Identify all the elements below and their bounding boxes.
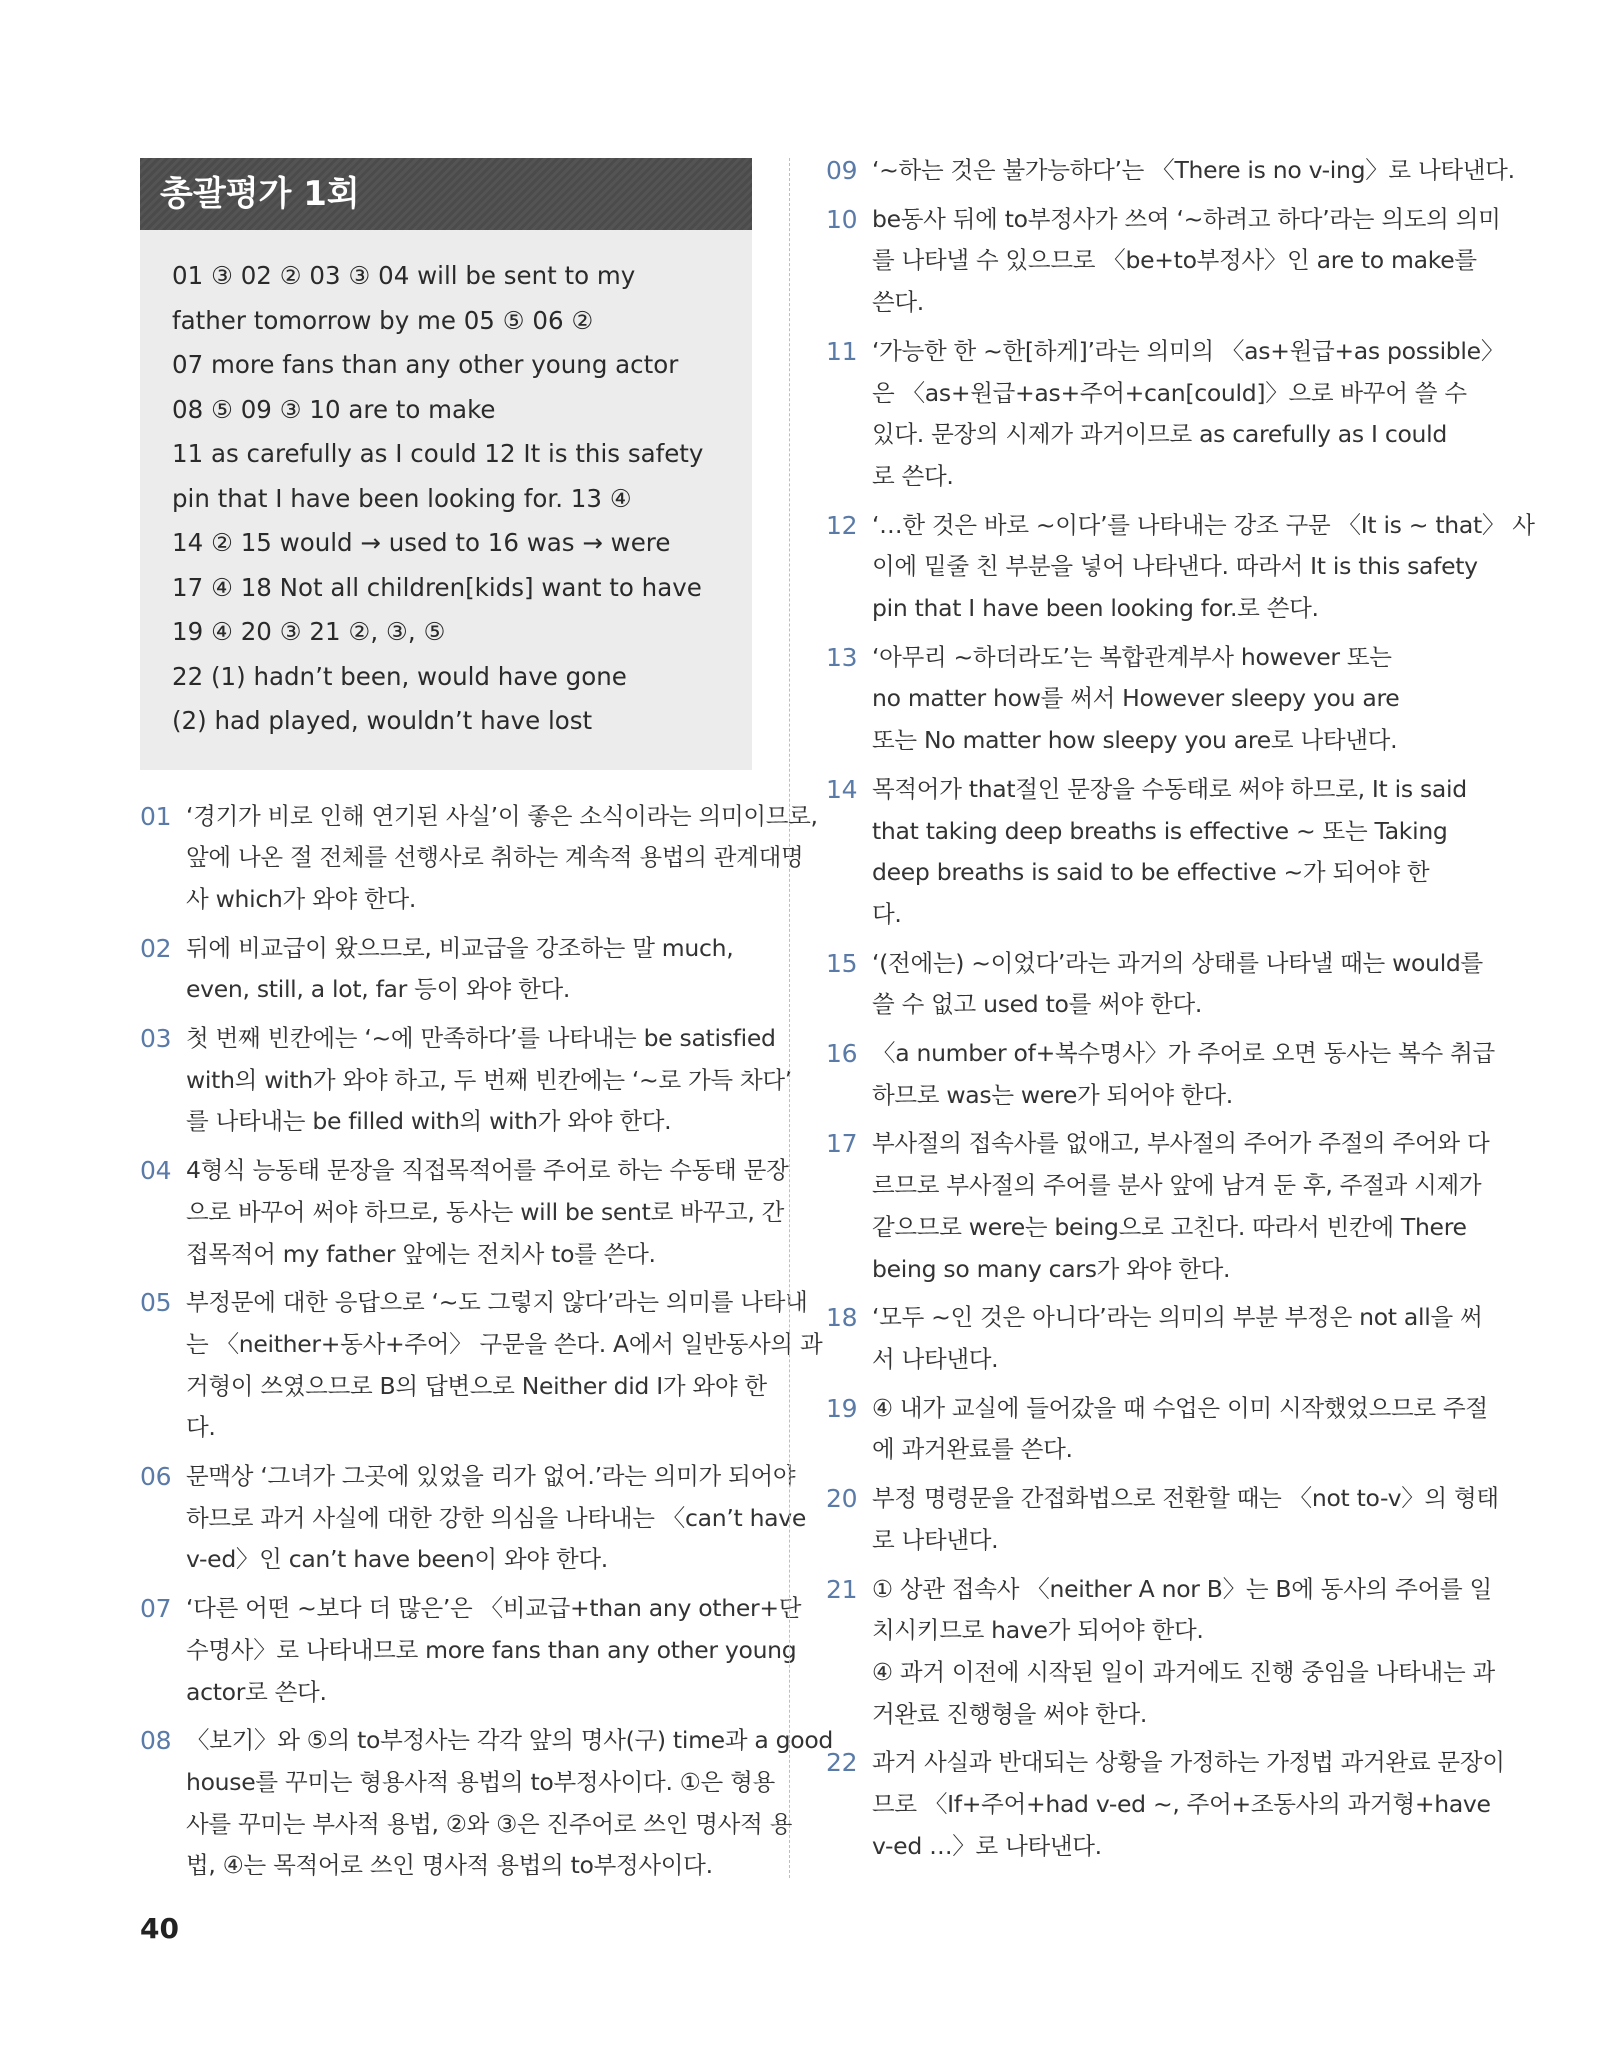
answer-line: 19 ④ 20 ③ 21 ②, ③, ⑤ [172,617,446,646]
explanation-number: 18 [826,1303,858,1333]
explanation-line: ‘(전에는) ~이었다’라는 과거의 상태를 나타낼 때는 would를 [872,948,1483,977]
explanations-left [140,796,834,1888]
explanation-item [826,1478,1499,1561]
section-title: 총괄평가 1회 [140,158,752,230]
explanation-line: 서 나타낸다. [872,1344,999,1373]
explanation-number: 17 [826,1129,858,1159]
explanation-line: house를 꾸미는 형용사적 용법의 to부정사이다. ①은 형용 [186,1767,775,1796]
explanation-line: ① 상관 접속사 〈neither A nor B〉는 B에 동사의 주어를 일 [872,1574,1492,1603]
explanation-line: v-ed …〉로 나타낸다. [872,1831,1102,1860]
explanation-line: 과거 사실과 반대되는 상황을 가정하는 가정법 과거완료 문장이 [872,1748,1505,1777]
explanation-number: 02 [140,933,172,963]
explanation-line: 부정 명령문을 간접화법으로 전환할 때는 〈not to-v〉의 형태 [872,1484,1499,1513]
explanation-number: 19 [826,1393,858,1423]
explanation-text [872,943,1483,1026]
explanation-line: 또는 No matter how sleepy you are로 나타낸다. [872,726,1398,755]
explanation-number: 04 [140,1156,172,1186]
explanation-line: 를 나타내는 be filled with의 with가 와야 한다. [186,1107,672,1136]
explanation-number: 12 [826,510,858,540]
explanation-line: 하므로 과거 사실에 대한 강한 의심을 나타내는 〈can’t have [186,1503,807,1532]
explanation-text [872,1388,1488,1471]
explanation-line: 뒤에 비교급이 왔으므로, 비교급을 강조하는 말 much, [186,933,734,962]
explanation-line: 거형이 쓰였으므로 B의 답변으로 Neither did I가 와야 한 [186,1371,767,1400]
explanation-text [872,1478,1499,1561]
explanation-text [872,150,1515,192]
explanation-line: 첫 번째 빈칸에는 ‘~에 만족하다’를 나타내는 be satisfied [186,1024,776,1053]
explanation-text [872,1297,1482,1380]
explanation-item [826,1742,1505,1867]
explanation-item [826,1033,1495,1116]
explanation-text [186,1456,806,1581]
explanation-line: 목적어가 that절인 문장을 수동태로 써야 하므로, It is said [872,774,1467,803]
answer-line: 07 more fans than any other young actor [172,350,679,379]
explanation-item [826,1123,1490,1290]
explanation-line: ‘경기가 비로 인해 연기된 사실’이 좋은 소식이라는 의미이므로, [186,801,818,830]
explanation-line: with의 with가 와야 하고, 두 번째 빈칸에는 ‘~로 가득 차다’ [186,1065,792,1094]
explanation-item [140,1720,834,1887]
explanation-line: 에 과거완료를 쓴다. [872,1435,1073,1464]
answer-line: 14 ② 15 would → used to 16 was → were [172,528,671,557]
answer-key-box [140,230,752,770]
explanation-line: 법, ④는 목적어로 쓰인 명사적 용법의 to부정사이다. [186,1851,713,1880]
explanation-text [872,1742,1505,1867]
explanation-number: 20 [826,1484,858,1514]
explanation-text [872,505,1535,630]
explanation-item [826,769,1467,936]
answer-line: father tomorrow by me 05 ⑤ 06 ② [172,305,594,335]
explanation-text [872,199,1501,324]
explanation-item [826,943,1483,1026]
explanation-item [140,1588,802,1713]
answer-line: 08 ⑤ 09 ③ 10 are to make [172,394,496,424]
explanation-item [140,1150,789,1275]
explanation-line: 이에 밑줄 친 부분을 넣어 나타낸다. 따라서 It is this safety [872,552,1478,581]
explanation-line: 로 쓴다. [872,461,954,490]
explanation-line: no matter how를 써서 However sleepy you are [872,684,1400,713]
explanation-line: being so many cars가 와야 한다. [872,1254,1231,1283]
explanation-number: 21 [826,1574,858,1604]
explanation-item [140,928,752,1011]
explanation-item [140,1018,792,1143]
explanation-text [186,928,752,1011]
explanation-text [186,1018,792,1143]
explanation-line: ‘아무리 ~하더라도’는 복합관계부사 however 또는 [872,642,1392,671]
explanation-number: 16 [826,1039,858,1069]
explanation-text [872,1033,1495,1116]
explanation-line: be동사 뒤에 to부정사가 쓰여 ‘~하려고 하다’라는 의도의 의미 [872,204,1501,233]
explanation-line: 쓴다. [872,288,924,317]
explanation-text [872,637,1444,762]
right-column [826,150,1535,1874]
explanation-line: 문맥상 ‘그녀가 그곳에 있었을 리가 없어.’라는 의미가 되어야 [186,1462,796,1491]
explanation-line: 앞에 나온 절 전체를 선행사로 취하는 계속적 용법의 관계대명 [186,843,804,872]
explanation-line: 으로 바꾸어 써야 하므로, 동사는 will be sent로 바꾸고, 간 [186,1197,785,1226]
answer-line: 22 (1) hadn’t been, would have gone [172,661,627,691]
explanations-right [826,150,1535,1867]
explanation-number: 22 [826,1748,858,1778]
explanation-line: ‘다른 어떤 ~보다 더 많은’은 〈비교급+than any other+단 [186,1594,802,1623]
explanation-line: 수명사〉로 나타내므로 more fans than any other young [186,1635,797,1664]
explanation-line: 〈a number of+복수명사〉가 주어로 오면 동사는 복수 취급 [872,1039,1495,1068]
explanation-number: 06 [140,1462,172,1492]
explanation-line: 거완료 진행형을 써야 한다. [872,1699,1148,1728]
explanation-item [140,1456,807,1581]
explanation-number: 14 [826,774,858,804]
explanation-item [140,1282,823,1449]
explanation-text [872,331,1504,498]
explanation-line: actor로 쓴다. [186,1677,327,1706]
explanation-line: ④ 내가 교실에 들어갔을 때 수업은 이미 시작했었으므로 주절 [872,1393,1488,1422]
explanation-line: 사 which가 와야 한다. [186,884,417,913]
explanation-line: 접목적어 my father 앞에는 전치사 to를 쓴다. [186,1239,656,1268]
explanation-text [186,1150,788,1275]
explanation-text [872,1569,1495,1736]
explanation-line: 〈보기〉와 ⑤의 to부정사는 각각 앞의 명사(구) time과 a good [186,1726,834,1755]
explanation-item [826,637,1444,762]
explanation-line: 부정문에 대한 응답으로 ‘~도 그렇지 않다’라는 의미를 나타내 [186,1288,808,1317]
explanation-line: 로 나타낸다. [872,1525,999,1554]
explanation-number: 05 [140,1288,172,1318]
explanation-line: 은 〈as+원급+as+주어+can[could]〉으로 바꾸어 쓸 수 [872,378,1467,407]
left-column [140,158,834,1894]
answer-line: 01 ③ 02 ② 03 ③ 04 will be sent to my [172,261,636,290]
explanation-line: deep breaths is said to be effective ~가 되어야 한 [872,858,1430,887]
explanation-line: 같으므로 were는 being으로 고친다. 따라서 빈칸에 There [872,1212,1467,1241]
answer-line: (2) had played, wouldn’t have lost [172,706,593,735]
explanation-line: 사를 꾸미는 부사적 용법, ②와 ③은 진주어로 쓰인 명사적 용 [186,1809,793,1838]
answer-line: 17 ④ 18 Not all children[kids] want to have [172,572,702,602]
explanation-line: ‘모두 ~인 것은 아니다’라는 의미의 부분 부정은 not all을 써 [872,1303,1483,1332]
explanation-number: 13 [826,642,858,672]
explanation-line: 치시키므로 have가 되어야 한다. [872,1616,1204,1645]
explanation-number: 11 [826,336,858,366]
explanation-line: 므로 〈If+주어+had v-ed ~, 주어+조동사의 과거형+have [872,1790,1491,1819]
explanation-number: 10 [826,204,858,234]
explanation-number: 09 [826,156,858,185]
explanation-number: 01 [140,801,172,831]
explanation-number: 07 [140,1594,172,1624]
explanation-item [826,199,1501,324]
explanation-number: 08 [140,1726,172,1756]
explanation-item [826,1569,1495,1736]
explanation-item [826,505,1535,630]
explanation-line: 하므로 was는 were가 되어야 한다. [872,1080,1233,1109]
explanation-line: that taking deep breaths is effective ~ 또는 Taking [872,816,1448,845]
explanation-line: 는 〈neither+동사+주어〉 구문을 쓴다. A에서 일반동사의 과 [186,1329,823,1358]
explanation-text [186,1588,801,1713]
explanation-line: ‘가능한 한 ~한[하게]’라는 의미의 〈as+원급+as possible〉 [872,336,1505,365]
answer-line: pin that I have been looking for. 13 ④ [172,483,632,513]
explanation-line: v-ed〉인 can’t have been이 와야 한다. [186,1545,608,1574]
explanation-number: 03 [140,1024,172,1054]
explanation-line: ‘…한 것은 바로 ~이다’를 나타내는 강조 구문 〈It is ~ that〉 사 [872,510,1535,539]
explanation-line: pin that I have been looking for.로 쓴다. [872,594,1319,623]
explanation-line: 부사절의 접속사를 없애고, 부사절의 주어가 주절의 주어와 다 [872,1129,1490,1158]
page-number: 40 [140,1912,179,1945]
explanation-text [186,796,818,921]
explanation-line: 르므로 부사절의 주어를 분사 앞에 남겨 둔 후, 주절과 시제가 [872,1171,1482,1200]
explanation-line: 쓸 수 없고 used to를 써야 한다. [872,990,1203,1019]
column-divider [789,158,790,1878]
explanation-text [186,1282,822,1449]
explanation-number: 15 [826,948,858,978]
explanation-line: 있다. 문장의 시제가 과거이므로 as carefully as I could [872,420,1447,449]
explanation-text [872,769,1467,936]
explanation-item [140,796,818,921]
explanation-item [826,331,1505,498]
explanation-item [826,1297,1483,1380]
explanation-line: ④ 과거 이전에 시작된 일이 과거에도 진행 중임을 나타내는 과 [872,1657,1495,1686]
explanation-item [826,150,1515,192]
answer-line: 11 as carefully as I could 12 It is this safety [172,439,704,468]
explanation-line: 4형식 능동태 문장을 직접목적어를 주어로 하는 수동태 문장 [186,1156,789,1185]
explanation-text [872,1123,1489,1290]
explanation-line: even, still, a lot, far 등이 와야 한다. [186,975,571,1004]
explanation-item [826,1388,1488,1471]
explanation-line: 를 나타낼 수 있으므로 〈be+to부정사〉인 are to make를 [872,246,1477,275]
explanation-line: ‘~하는 것은 불가능하다’는 〈There is no v-ing〉로 나타낸다. [872,156,1515,184]
explanation-text [186,1720,833,1887]
explanation-line: 다. [186,1413,216,1442]
explanation-line: 다. [872,899,902,928]
